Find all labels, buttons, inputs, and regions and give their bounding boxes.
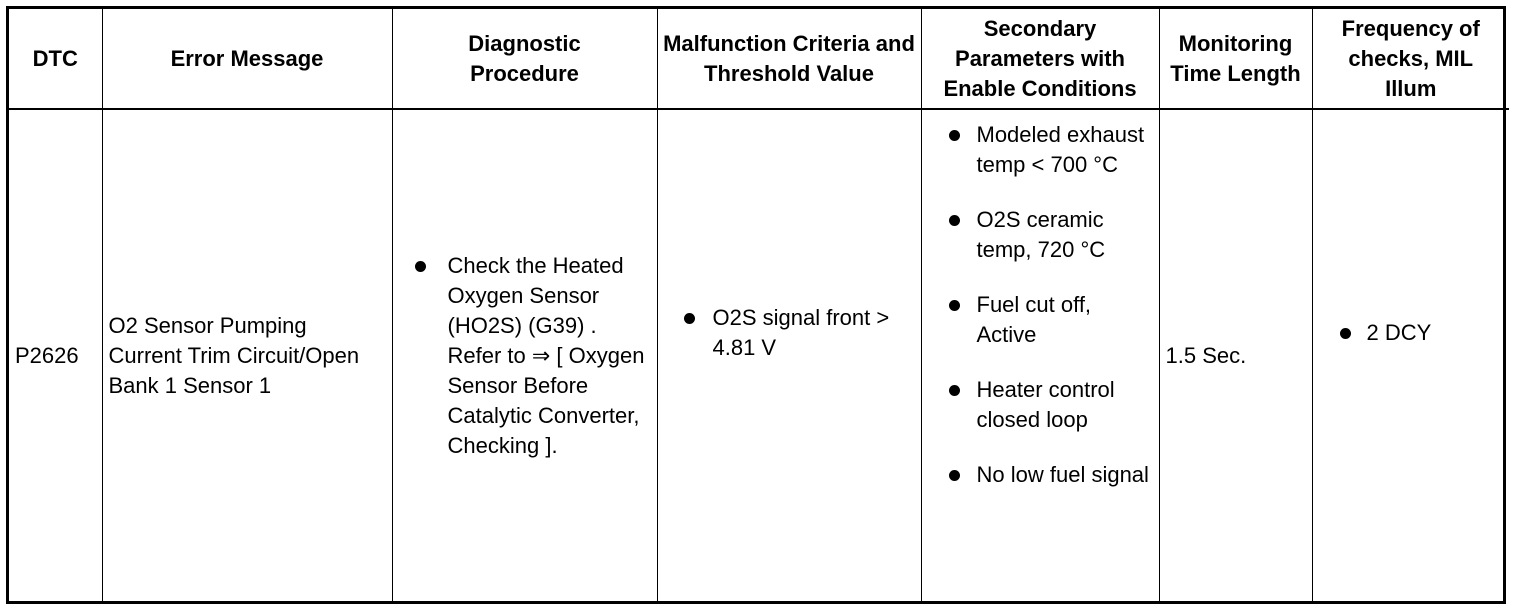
secondary-parameter-text: No low fuel signal: [976, 462, 1149, 487]
header-secondary-parameters: Secondary Parameters with Enable Conditions: [921, 9, 1159, 109]
secondary-parameter-text: O2S ceramic temp, 720 °C: [976, 207, 1106, 262]
dtc-table-frame: [6, 6, 1506, 604]
secondary-parameter-item: [922, 375, 1151, 435]
secondary-parameter-text: Heater control closed loop: [976, 377, 1115, 432]
cell-frequency: [1312, 109, 1509, 601]
cell-diagnostic-procedure: [392, 109, 657, 601]
secondary-parameter-item: [922, 205, 1151, 265]
bullet-icon: [949, 385, 960, 396]
frequency-text: 2 DCY: [1366, 320, 1432, 345]
bullet-icon: [949, 130, 960, 141]
cell-error-message: O2 Sensor Pumping Current Trim Circuit/Open Bank 1 Sensor 1: [102, 109, 392, 601]
secondary-parameter-item: [922, 460, 1151, 490]
header-diagnostic-procedure: Diagnostic Procedure: [392, 9, 657, 109]
secondary-parameter-text: Modeled exhaust temp < 700 °C: [976, 122, 1145, 177]
cell-secondary-parameters: [921, 109, 1159, 601]
bullet-icon: [949, 300, 960, 311]
bullet-icon: [1340, 328, 1351, 339]
malfunction-criteria-item: [658, 303, 921, 363]
cell-dtc: P2626: [9, 109, 102, 601]
header-malfunction-criteria: Malfunction Criteria and Threshold Value: [657, 9, 921, 109]
bullet-icon: [949, 215, 960, 226]
dtc-table: [9, 9, 1509, 601]
diagnostic-procedure-item: [393, 251, 657, 461]
header-frequency: Frequency of checks, MIL Illum: [1312, 9, 1509, 109]
bullet-icon: [684, 313, 695, 324]
secondary-parameter-text: Fuel cut off, Active: [976, 292, 1092, 347]
bullet-icon: [949, 470, 960, 481]
table-row: [9, 109, 1509, 601]
header-error-message: Error Message: [102, 9, 392, 109]
diagnostic-procedure-text: Check the Heated Oxygen Sensor (HO2S) (G39) . Refer to ⇒ [ Oxygen Sensor Before Catalytic Converter, Checking ].: [447, 252, 645, 458]
cell-malfunction-criteria: [657, 109, 921, 601]
secondary-parameter-item: [922, 290, 1151, 350]
cell-monitoring-time: 1.5 Sec.: [1159, 109, 1312, 601]
header-dtc: DTC: [9, 9, 102, 109]
bullet-icon: [415, 261, 426, 272]
secondary-parameter-item: [922, 120, 1151, 180]
malfunction-criteria-text: O2S signal front > 4.81 V: [712, 305, 890, 360]
table-header-row: [9, 9, 1509, 109]
header-monitoring-time: Monitoring Time Length: [1159, 9, 1312, 109]
frequency-item: [1313, 318, 1510, 348]
